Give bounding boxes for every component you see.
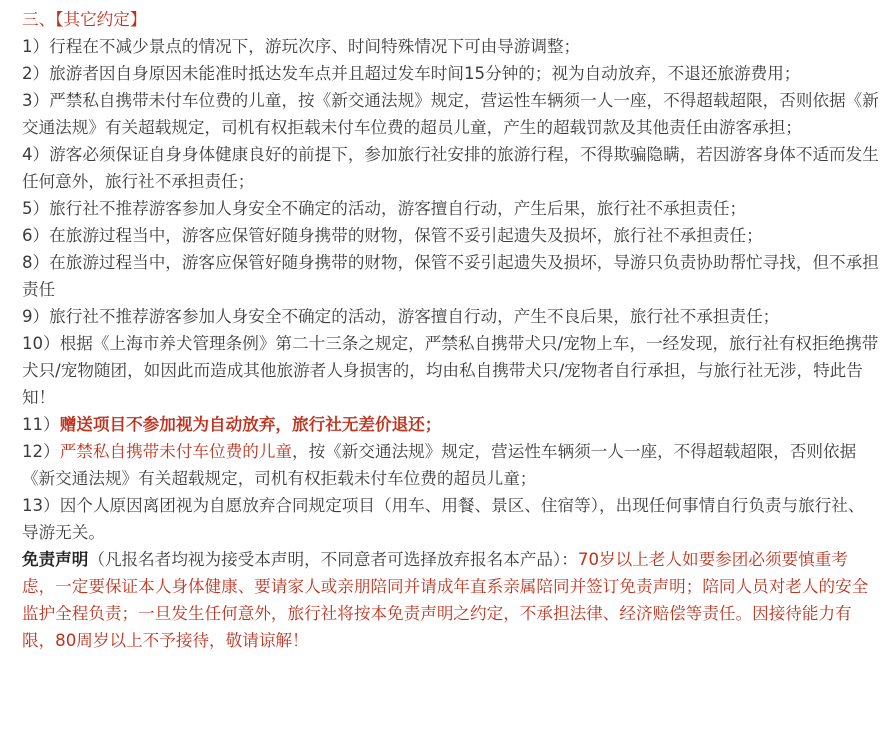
term-item-12-number: 12） <box>22 442 60 461</box>
disclaimer-title: 免责声明 <box>22 550 89 569</box>
term-item-9: 9）旅行社不推荐游客参加人身安全不确定的活动，游客擅自行动，产生不良后果，旅行社不承担责任； <box>22 307 780 326</box>
term-item-12-highlight: 严禁私自携带未付车位费的儿童 <box>59 442 293 461</box>
term-item-13: 13）因个人原因离团视为自愿放弃合同规定项目（用车、用餐、景区、住宿等），出现任何事情自行负责与旅行社、导游无关。 <box>22 496 865 542</box>
term-item-1: 1）行程在不减少景点的情况下，游玩次序、时间特殊情况下可由导游调整； <box>22 37 581 56</box>
term-item-11-text: 赠送项目不参加视为自动放弃，旅行社无差价退还； <box>59 415 442 434</box>
term-item-4: 4）游客必须保证自身身体健康良好的前提下，参加旅行社安排的旅游行程，不得欺骗隐瞒，若因游客身体不适而发生任何意外，旅行社不承担责任； <box>22 145 879 191</box>
disclaimer-note: （凡报名者均视为接受本声明，不同意者可选择放弃报名本产品）： <box>88 550 578 569</box>
term-item-8: 8）在旅游过程当中，游客应保管好随身携带的财物，保管不妥引起遗失及损坏，导游只负责协助帮忙寻找，但不承担责任 <box>22 253 879 299</box>
term-item-6: 6）在旅游过程当中，游客应保管好随身携带的财物，保管不妥引起遗失及损坏，旅行社不承担责任； <box>22 226 763 245</box>
disclaimer <box>22 546 879 654</box>
term-item-11-number: 11） <box>22 415 60 434</box>
disclaimer-body: 70岁以上老人如要参团必须要慎重考虑，一定要保证本人身体健康、要请家人或亲朋陪同并请成年直系亲属陪同并签订免责声明；陪同人员对老人的安全监护全程负责；一旦发生任何意外，旅行社将按本免责声明之约定，不承担法律、经济赔偿等责任。因接待能力有限，80周岁以上不予接待，敬请谅解！ <box>22 550 869 650</box>
section-heading: 三、【其它约定】 <box>22 10 147 29</box>
term-item-12-text: ，按《新交通法规》规定，营运性车辆须一人一座，不得超载超限，否则依据《新交通法规》有关超载规定，司机有权拒载未付车位费的超员儿童； <box>22 442 857 488</box>
term-item-3: 3）严禁私自携带未付车位费的儿童，按《新交通法规》规定，营运性车辆须一人一座，不得超载超限，否则依据《新交通法规》有关超载规定，司机有权拒载未付车位费的超员儿童，产生的超载罚款及其他责任由游客承担； <box>22 91 879 137</box>
term-item-5: 5）旅行社不推荐游客参加人身安全不确定的活动，游客擅自行动，产生后果，旅行社不承担责任； <box>22 199 747 218</box>
term-item-12 <box>22 438 879 492</box>
term-item-10: 10）根据《上海市养犬管理条例》第二十三条之规定，严禁私自携带犬只/宠物上车，一经发现，旅行社有权拒绝携带犬只/宠物随团，如因此而造成其他旅游者人身损害的，均由私自携带犬只/宠物者自行承担，与旅行社无涉，特此告知！ <box>22 334 879 407</box>
term-item-2: 2）旅游者因自身原因未能准时抵达发车点并且超过发车时间15分钟的；视为自动放弃，不退还旅游费用； <box>22 64 801 83</box>
term-item-11 <box>22 411 879 438</box>
